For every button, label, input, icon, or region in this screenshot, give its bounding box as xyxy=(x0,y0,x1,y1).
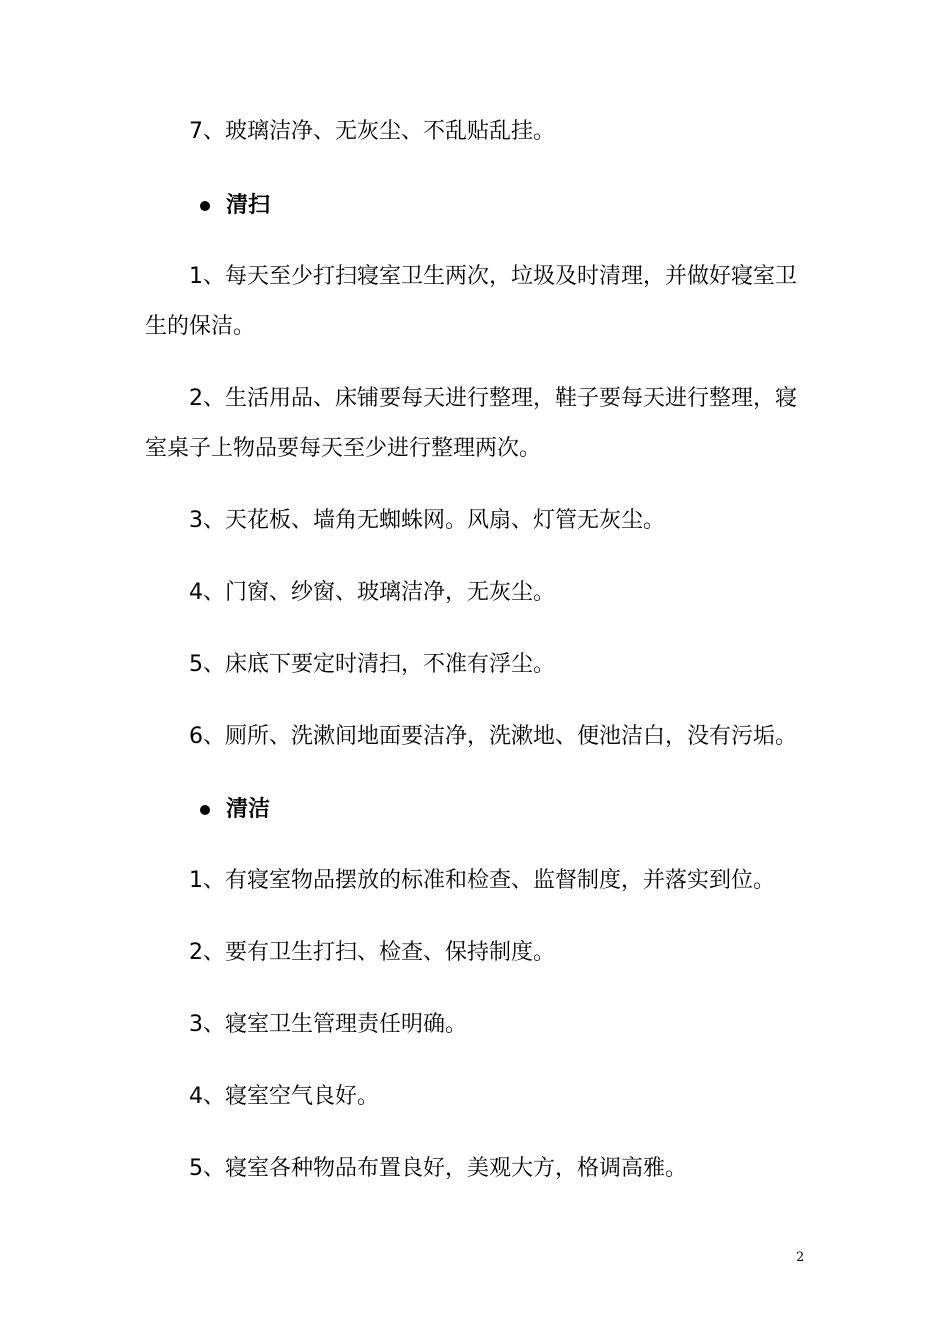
bullet-icon xyxy=(200,805,210,815)
list-item: 1、有寝室物品摆放的标准和检查、监督制度，并落实到位。 xyxy=(189,868,775,893)
list-item: 1、每天至少打扫寝室卫生两次，垃圾及时清理，并做好寝室卫生的保洁。 xyxy=(145,264,797,339)
bullet-icon xyxy=(200,201,210,211)
list-item: 5、床底下要定时清扫，不准有浮尘。 xyxy=(189,652,555,677)
section-heading-label: 清扫 xyxy=(226,193,271,218)
list-item: 2、生活用品、床铺要每天进行整理，鞋子要每天进行整理，寝室桌子上物品要每天至少进行整理两次。 xyxy=(145,386,797,461)
section-heading xyxy=(200,795,270,825)
list-item: 6、厕所、洗漱间地面要洁净，洗漱地、便池洁白，没有污垢。 xyxy=(189,724,797,749)
page-number: 2 xyxy=(796,1250,805,1265)
list-item: 4、门窗、纱窗、玻璃洁净，无灰尘。 xyxy=(189,580,555,605)
list-item: 3、寝室卫生管理责任明确。 xyxy=(189,1012,467,1037)
list-item: 2、要有卫生打扫、检查、保持制度。 xyxy=(189,940,555,965)
section-heading xyxy=(200,191,270,221)
list-item: 5、寝室各种物品布置良好，美观大方，格调高雅。 xyxy=(189,1156,687,1181)
list-item: 3、天花板、墙角无蜘蛛网。风扇、灯管无灰尘。 xyxy=(189,508,665,533)
section-heading-label: 清洁 xyxy=(226,797,271,822)
list-item: 7、玻璃洁净、无灰尘、不乱贴乱挂。 xyxy=(189,119,555,144)
list-item: 4、寝室空气良好。 xyxy=(189,1084,379,1109)
